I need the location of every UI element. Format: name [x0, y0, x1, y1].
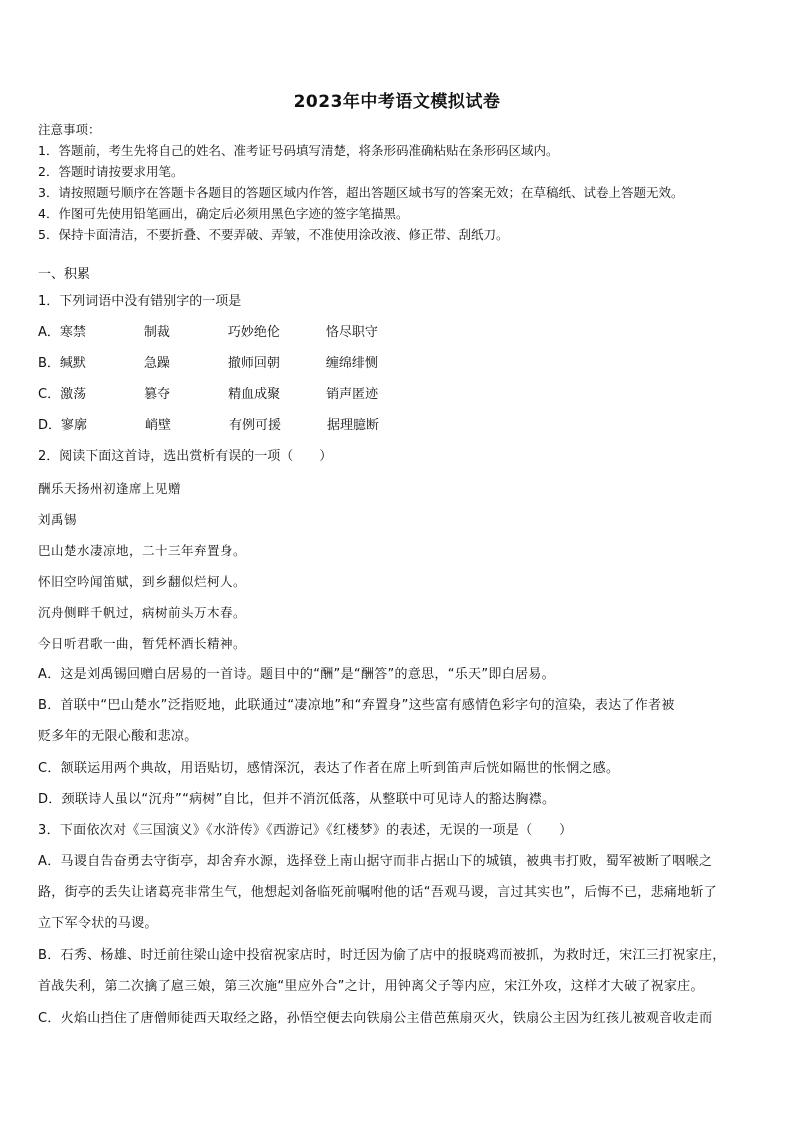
notice-item: 5．保持卡面清洁，不要折叠、不要弄破、弄皱，不准使用涂改液、修正带、刮纸刀。: [38, 227, 509, 242]
poem-line: 今日听君歌一曲，暂凭杯酒长精神。: [38, 636, 247, 651]
question-2-option-a: A．这是刘禹锡回赠白居易的一首诗。题目中的“酬”是“酬答”的意思，“乐天”即白居易。: [38, 667, 555, 682]
notice-item: 4．作图可先使用铅笔画出，确定后必须用黑色字迹的签字笔描黑。: [38, 206, 409, 221]
option-word: 恪尽职守: [325, 325, 378, 340]
question-2-option-b-cont: 贬多年的无限心酸和悲凉。: [38, 729, 198, 744]
option-label: D．: [38, 418, 62, 433]
question-1-option-c: [38, 386, 378, 404]
option-word: 寒禁: [59, 325, 86, 340]
question-3-stem: 3．下面依次对《三国演义》《水浒传》《西游记》《红楼梦》的表述，无误的一项是（ ）: [38, 823, 573, 838]
question-2-stem: 2．阅读下面这首诗，选出赏析有误的一项（ ）: [38, 449, 333, 464]
option-word: 有例可援: [229, 418, 282, 433]
question-3-option-a-cont: 立下军令状的马谡。: [38, 916, 158, 931]
option-word: 撤师回朝: [227, 356, 280, 371]
option-word: 缄默: [59, 356, 86, 371]
option-label: C．: [38, 387, 61, 402]
question-1-option-d: [38, 417, 379, 435]
option-word: 制裁: [143, 325, 170, 340]
question-3-option-c: C．火焰山挡住了唐僧师徒西天取经之路，孙悟空便去向铁扇公主借芭蕉扇灭火，铁扇公主因为红孩儿被观音收走而: [38, 1011, 713, 1026]
question-3-option-b-cont: 首战失利，第二次擒了扈三娘，第三次施“里应外合”之计，用钟离父子等内应，宋江外攻，这样才大破了祝家庄。: [38, 979, 704, 994]
question-2-option-d: D．颈联诗人虽以“沉舟”“病树”自比，但并不消沉低落，从整联中可见诗人的豁达胸襟。: [38, 792, 556, 807]
question-2-option-c: C．颔联运用两个典故，用语贴切，感情深沉，表达了作者在席上听到笛声后恍如隔世的怅惘之感。: [38, 761, 620, 776]
option-word: 峭壁: [145, 418, 172, 433]
poem-title: 酬乐天扬州初逢席上见赠: [38, 481, 182, 496]
notice-heading: 注意事项：: [38, 122, 101, 137]
option-word: 精血成聚: [228, 387, 281, 402]
option-word: 急躁: [143, 356, 170, 371]
question-3-option-b: B．石秀、杨雄、时迁前往梁山途中投宿祝家店时，时迁因为偷了店中的报晓鸡而被抓，为救时迁，宋江三打祝家庄，: [38, 948, 726, 963]
option-word: 销声匿迹: [326, 387, 379, 402]
option-label: B．: [38, 356, 60, 371]
question-3-option-a: A．马谡自告奋勇去守街亭，却舍弃水源，选择登上南山据守而非占据山下的城镇，被典韦打败，蜀军被断了咽喉之: [38, 854, 713, 869]
question-1-stem: 1．下列词语中没有错别字的一项是: [38, 294, 242, 309]
question-3-option-a-cont: 路，街亭的丢失让诸葛亮非常生气，他想起刘备临死前嘱咐他的话“吾观马谡，言过其实也”，后悔不已，悲痛地斩了: [38, 885, 718, 900]
option-label: A．: [38, 325, 60, 340]
poem-line: 巴山楚水凄凉地，二十三年弃置身。: [38, 543, 247, 558]
poem-line: 怀旧空吟闻笛赋，到乡翻似烂柯人。: [38, 574, 247, 589]
option-word: 篡夺: [144, 387, 171, 402]
option-word: 据理臆断: [327, 418, 380, 433]
option-word: 巧妙绝伦: [227, 325, 280, 340]
question-1-option-a: [38, 324, 378, 342]
question-2-option-b: B．首联中“巴山楚水”泛指贬地，此联通过“凄凉地”和“弃置身”这些富有感情色彩字句的渲染，表达了作者被: [38, 698, 675, 713]
option-word: 寥廓: [61, 418, 88, 433]
option-word: 缠绵绯恻: [325, 356, 378, 371]
notice-item: 3．请按照题号顺序在答题卡各题目的答题区域内作答，超出答题区域书写的答案无效；在草稿纸、试卷上答题无效。: [38, 185, 684, 200]
poem-line: 沉舟侧畔千帆过，病树前头万木春。: [38, 605, 247, 620]
notice-item: 2．答题时请按要求用笔。: [38, 164, 184, 179]
option-word: 激荡: [60, 387, 87, 402]
page-title: 2023年中考语文模拟试卷: [293, 92, 501, 112]
poem-author: 刘禹锡: [38, 512, 78, 527]
section-heading: 一、积累: [38, 267, 91, 282]
question-1-option-b: [38, 355, 378, 373]
notice-item: 1．答题前，考生先将自己的姓名、准考证号码填写清楚，将条形码准确粘贴在条形码区域内。: [38, 143, 559, 158]
